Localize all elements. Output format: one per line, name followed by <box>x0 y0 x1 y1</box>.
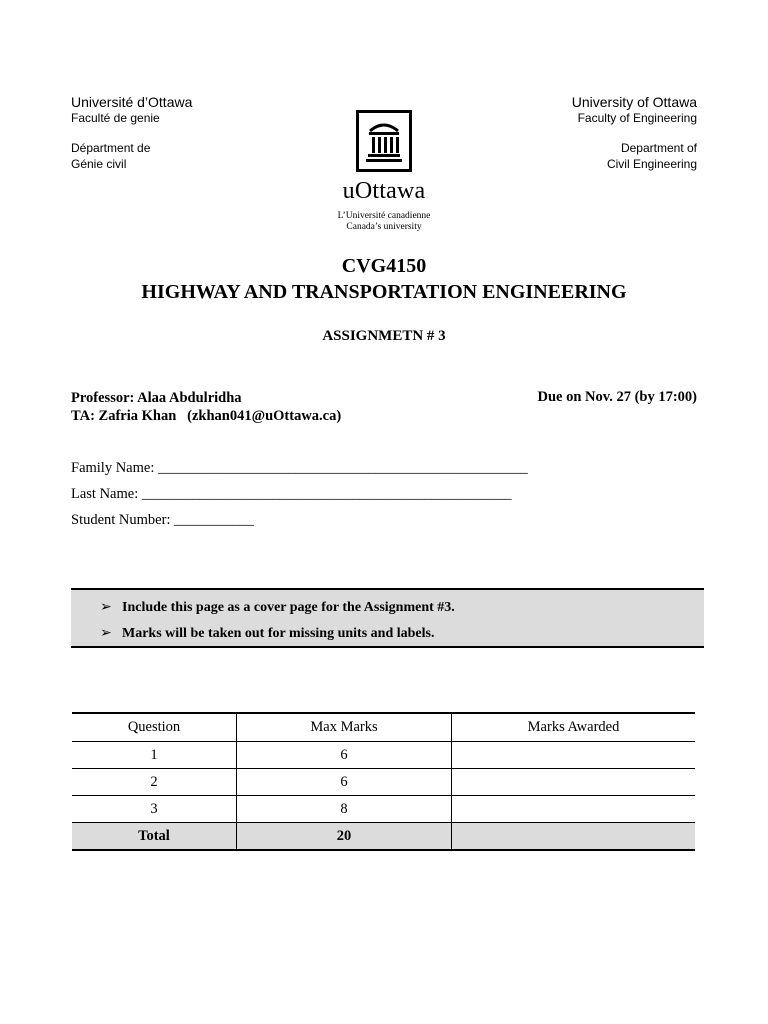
instruction-text: Marks will be taken out for missing units and labels. <box>122 626 435 641</box>
university-name-en: University of Ottawa <box>571 94 697 110</box>
staff-info <box>71 389 341 425</box>
total-row <box>72 823 695 851</box>
logo-tagline-fr: L’Université canadienne <box>337 211 431 221</box>
ta-info: TA: Zafria Khan (zkhan041@uOttawa.ca) <box>71 408 342 424</box>
total-max-marks: 20 <box>237 823 452 851</box>
family-name-field[interactable]: Family Name: ___________________________________________________ <box>71 460 528 476</box>
marks-awarded-cell[interactable] <box>452 769 696 796</box>
instruction-item <box>100 599 455 616</box>
faculty-name-fr: Faculté de genie <box>71 111 160 125</box>
logo-wordmark: uOttawa <box>342 178 426 204</box>
course-code: CVG4150 <box>341 255 427 277</box>
student-number-field[interactable]: Student Number: ___________ <box>71 512 254 528</box>
marks-awarded-cell[interactable] <box>452 796 696 823</box>
marks-table <box>72 712 695 851</box>
total-label: Total <box>72 823 237 851</box>
question-cell: 1 <box>72 742 237 769</box>
header-left <box>71 94 192 172</box>
header-max-marks: Max Marks <box>237 713 452 742</box>
marks-table-header <box>72 713 695 742</box>
question-cell: 2 <box>72 769 237 796</box>
logo-tagline-en: Canada’s university <box>346 222 422 232</box>
department-line2-fr: Génie civil <box>71 157 127 171</box>
max-marks-cell: 6 <box>237 742 452 769</box>
professor-name: Professor: Alaa Abdulridha <box>71 390 242 406</box>
max-marks-cell: 6 <box>237 769 452 796</box>
assignment-title: ASSIGNMETN # 3 <box>322 328 446 344</box>
instructions-box <box>71 588 704 648</box>
instruction-item <box>100 625 434 642</box>
instruction-text: Include this page as a cover page for the Assignment #3. <box>122 600 455 615</box>
due-date: Due on Nov. 27 (by 17:00) <box>537 389 697 405</box>
uottawa-logo <box>334 110 434 233</box>
department-line1-fr: Départment de <box>71 141 151 155</box>
department-line2-en: Civil Engineering <box>606 157 697 171</box>
table-row <box>72 796 695 823</box>
table-row <box>72 742 695 769</box>
question-cell: 3 <box>72 796 237 823</box>
arrow-bullet-icon: ➢ <box>100 600 112 615</box>
last-name-field[interactable]: Last Name: ___________________________________________________ <box>71 486 512 502</box>
arrow-bullet-icon: ➢ <box>100 626 112 641</box>
header-right <box>572 94 697 172</box>
header-marks-awarded: Marks Awarded <box>452 713 696 742</box>
building-crest-icon <box>356 110 412 172</box>
course-name: HIGHWAY AND TRANSPORTATION ENGINEERING <box>141 281 627 303</box>
table-row <box>72 769 695 796</box>
total-marks-awarded[interactable] <box>452 823 696 851</box>
faculty-name-en: Faculty of Engineering <box>577 111 697 125</box>
department-line1-en: Department of <box>620 141 697 155</box>
university-name-fr: Université d’Ottawa <box>71 94 193 110</box>
marks-awarded-cell[interactable] <box>452 742 696 769</box>
max-marks-cell: 8 <box>237 796 452 823</box>
header-question: Question <box>72 713 237 742</box>
